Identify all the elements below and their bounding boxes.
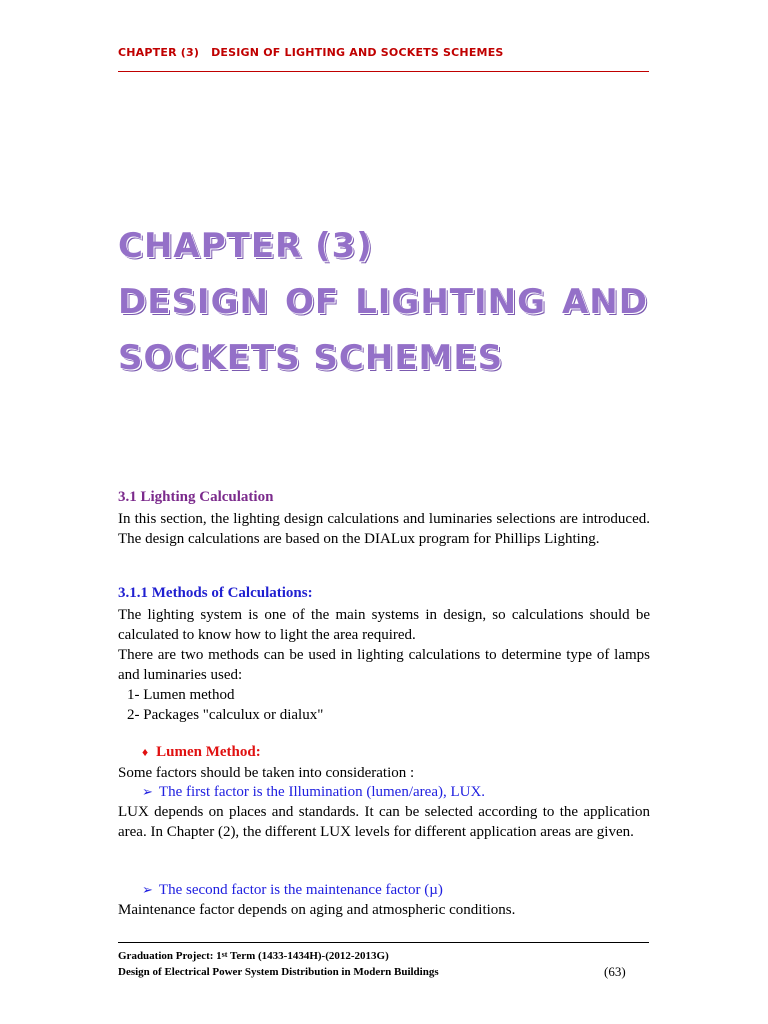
lumen-method-intro: Some factors should be taken into consideration : bbox=[118, 765, 415, 781]
factor2-line bbox=[142, 880, 443, 900]
section-heading-3-1-1: 3.1.1 Methods of Calculations: bbox=[118, 585, 313, 601]
footer-project-suffix: Term (1433-1434H)-(2012-2013G) bbox=[227, 950, 389, 962]
footer-superscript: st bbox=[221, 950, 228, 959]
arrow-bullet-icon: ➢ bbox=[142, 784, 153, 799]
lumen-method-title: Lumen Method: bbox=[156, 744, 261, 760]
factor1-text: LUX depends on places and standards. It can be selected according to the application area. In Chapter (2), the different LUX levels for different application areas are given. bbox=[118, 804, 650, 840]
chapter-title bbox=[118, 218, 658, 386]
factor2-heading: The second factor is the maintenance factor (µ) bbox=[158, 882, 443, 898]
footer-project-prefix: Graduation Project: 1 bbox=[118, 950, 222, 962]
section-3-1-1-paragraph2: There are two methods can be used in lighting calculations to determine type of lamps and luminaries used: bbox=[118, 647, 650, 683]
section-3-1-1-paragraph1: The lighting system is one of the main systems in design, so calculations should be calculated to know how to light the area required. bbox=[118, 607, 650, 643]
chapter-title-line1: CHAPTER (3) bbox=[118, 226, 373, 266]
footer-line2: Design of Electrical Power System Distribution in Modern Buildings bbox=[118, 966, 439, 978]
footer-rule bbox=[118, 942, 649, 943]
factor2-text: Maintenance factor depends on aging and atmospheric conditions. bbox=[118, 902, 516, 918]
page-number: (63) bbox=[604, 964, 626, 979]
list-item: 1- Lumen method bbox=[127, 687, 235, 703]
chapter-title-word: DESIGN bbox=[118, 282, 269, 322]
header-rule bbox=[118, 71, 649, 72]
running-header-chapter: CHAPTER (3) bbox=[118, 46, 200, 59]
running-header-title: DESIGN OF LIGHTING AND SOCKETS SCHEMES bbox=[211, 46, 504, 59]
footer-line1 bbox=[118, 949, 389, 963]
chapter-title-word: AND bbox=[561, 282, 648, 322]
diamond-bullet-icon: ♦ bbox=[142, 745, 149, 759]
chapter-title-word: OF bbox=[284, 282, 340, 322]
section-heading-3-1: 3.1 Lighting Calculation bbox=[118, 489, 274, 505]
running-header bbox=[118, 46, 504, 59]
factor1-line bbox=[142, 782, 485, 802]
lumen-method-heading bbox=[142, 743, 261, 761]
section-3-1-paragraph: In this section, the lighting design calculations and luminaries selections are introduced. The design calculations are based on the DIALux program for Phillips Lighting. bbox=[118, 511, 650, 547]
factor1-heading: The first factor is the Illumination (lumen/area), LUX. bbox=[158, 784, 486, 800]
list-item: 2- Packages "calculux or dialux" bbox=[127, 707, 324, 723]
chapter-title-word: LIGHTING bbox=[355, 282, 546, 322]
chapter-title-line3: SOCKETS SCHEMES bbox=[118, 338, 504, 378]
arrow-bullet-icon: ➢ bbox=[142, 882, 153, 897]
chapter-title-line2 bbox=[118, 274, 648, 330]
